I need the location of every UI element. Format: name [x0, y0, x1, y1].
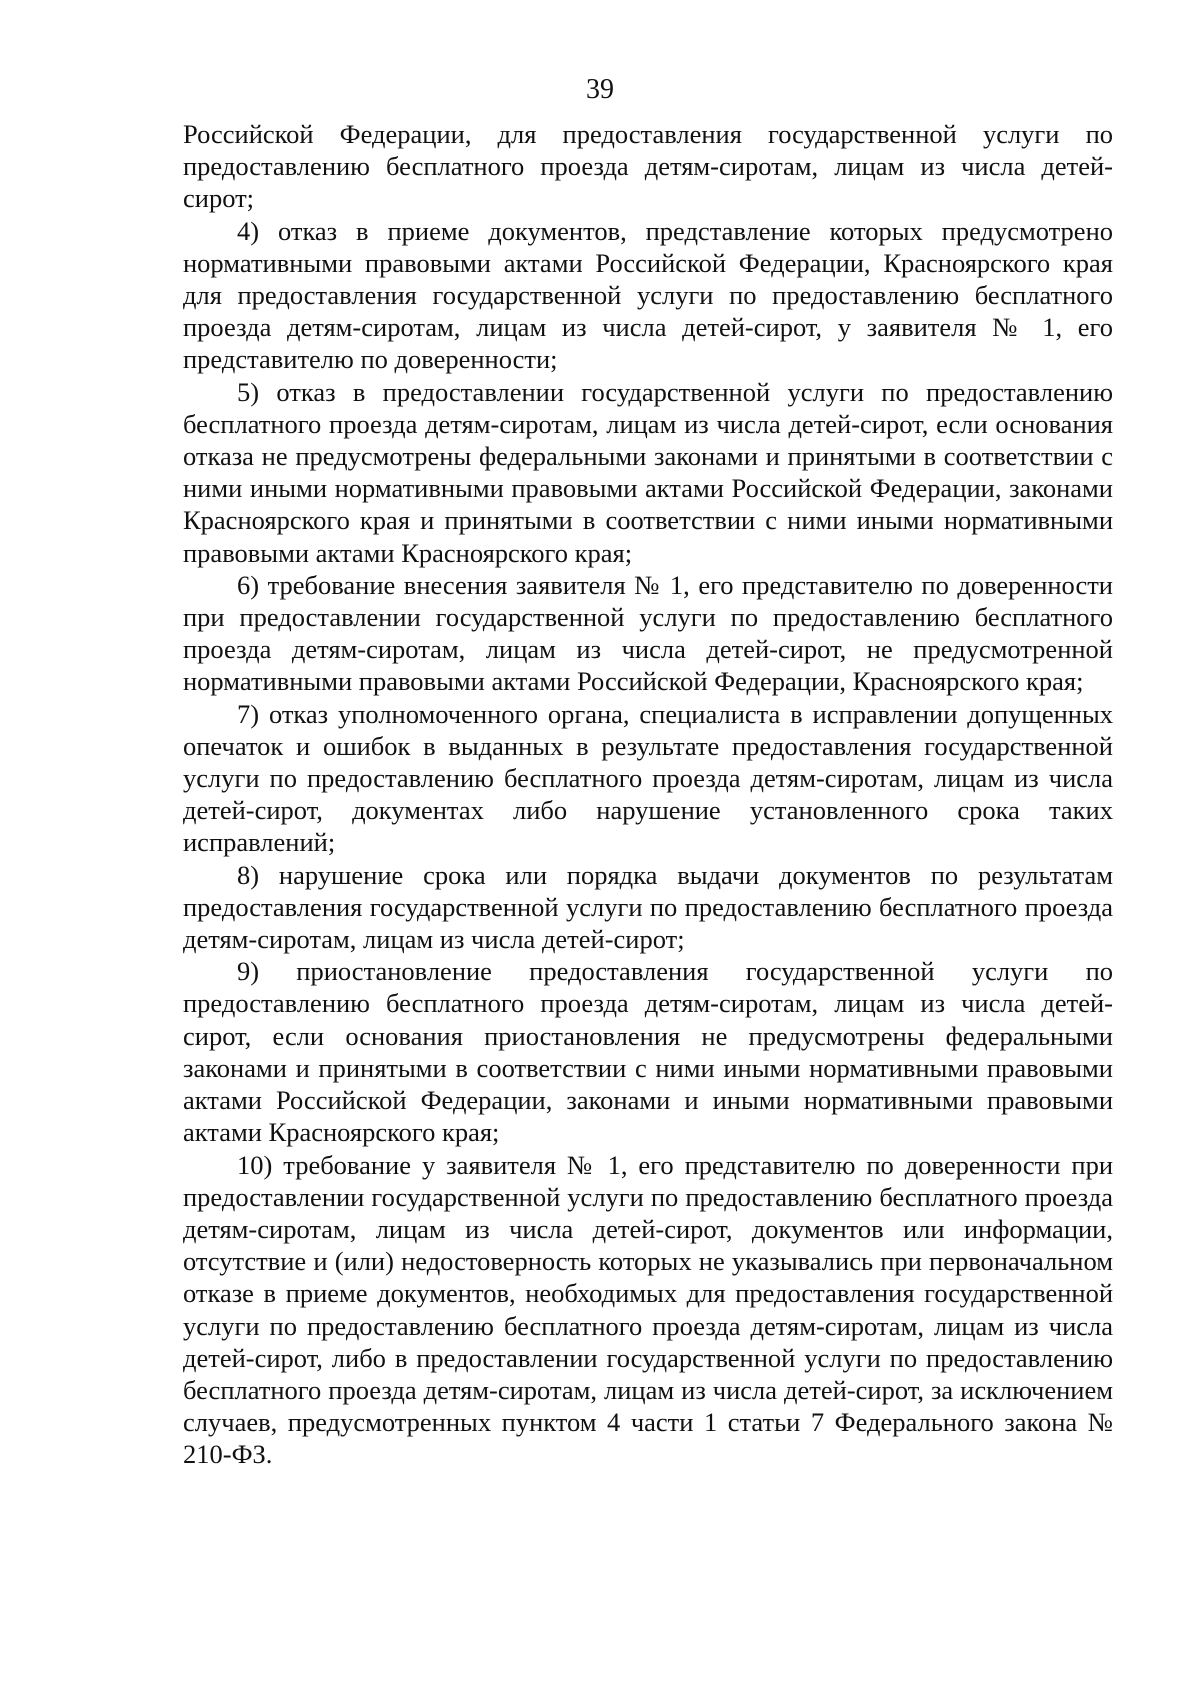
- paragraph-item-4: 4) отказ в приеме документов, представление которых предусмотрено нормативными правовыми актами Российской Федерации, Красноярского края для предоставления государственной услуги по предоставлению бесплатного проезда детям-сиротам, лицам из числа детей-сирот, у заявителя № 1, его представителю по доверенности;: [183, 215, 1113, 375]
- paragraph-item-7: 7) отказ уполномоченного органа, специалиста в исправлении допущенных опечаток и ошибок в выданных в результате предоставления государственной услуги по предоставлению бесплатного проезда детям-сиротам, лицам из числа детей-сирот, документах либо нарушение установленного срока таких исправлений;: [183, 698, 1113, 858]
- paragraph-item-10: 10) требование у заявителя № 1, его представителю по доверенности при предоставлении государственной услуги по предоставлению бесплатного проезда детям-сиротам, лицам из числа детей-сирот, документов или информации, отсутствие и (или) недостоверность которых не указывались при первоначальном отказе в приеме документов, необходимых для предоставления государственной услуги по предоставлению бесплатного проезда детям-сиротам, лицам из числа детей-сирот, либо в предоставлении государственной услуги по предоставлению бесплатного проезда детям-сиротам, лицам из числа детей-сирот, за исключением случаев, предусмотренных пунктом 4 части 1 статьи 7 Федерального закона № 210-ФЗ.: [183, 1149, 1113, 1470]
- paragraph-continuation: Российской Федерации, для предоставления государственной услуги по предоставлению бесплатного проезда детям-сиротам, лицам из числа детей-сирот;: [183, 119, 1113, 214]
- document-body: [183, 118, 1113, 1471]
- paragraph-item-5: 5) отказ в предоставлении государственной услуги по предоставлению бесплатного проезда детям-сиротам, лицам из числа детей-сирот, если основания отказа не предусмотрены федеральными законами и принятыми в соответствии с ними иными нормативными правовыми актами Российской Федерации, законами Красноярского края и принятыми в соответствии с ними иными нормативными правовыми актами Красноярского края;: [183, 376, 1113, 568]
- paragraph-item-9: 9) приостановление предоставления государственной услуги по предоставлению бесплатного проезда детям-сиротам, лицам из числа детей-сирот, если основания приостановления не предусмотрены федеральными законами и принятыми в соответствии с ними иными нормативными правовыми актами Российской Федерации, законами и иными нормативными правовыми актами Красноярского края;: [183, 956, 1113, 1148]
- paragraph-item-8: 8) нарушение срока или порядка выдачи документов по результатам предоставления государственной услуги по предоставлению бесплатного проезда детям-сиротам, лицам из числа детей-сирот;: [183, 859, 1113, 955]
- page-number: 39: [586, 74, 614, 105]
- paragraph-item-6: 6) требование внесения заявителя № 1, его представителю по доверенности при предоставлении государственной услуги по предоставлению бесплатного проезда детям-сиротам, лицам из числа детей-сирот, не предусмотренной нормативными правовыми актами Российской Федерации, Красноярского края;: [183, 569, 1113, 697]
